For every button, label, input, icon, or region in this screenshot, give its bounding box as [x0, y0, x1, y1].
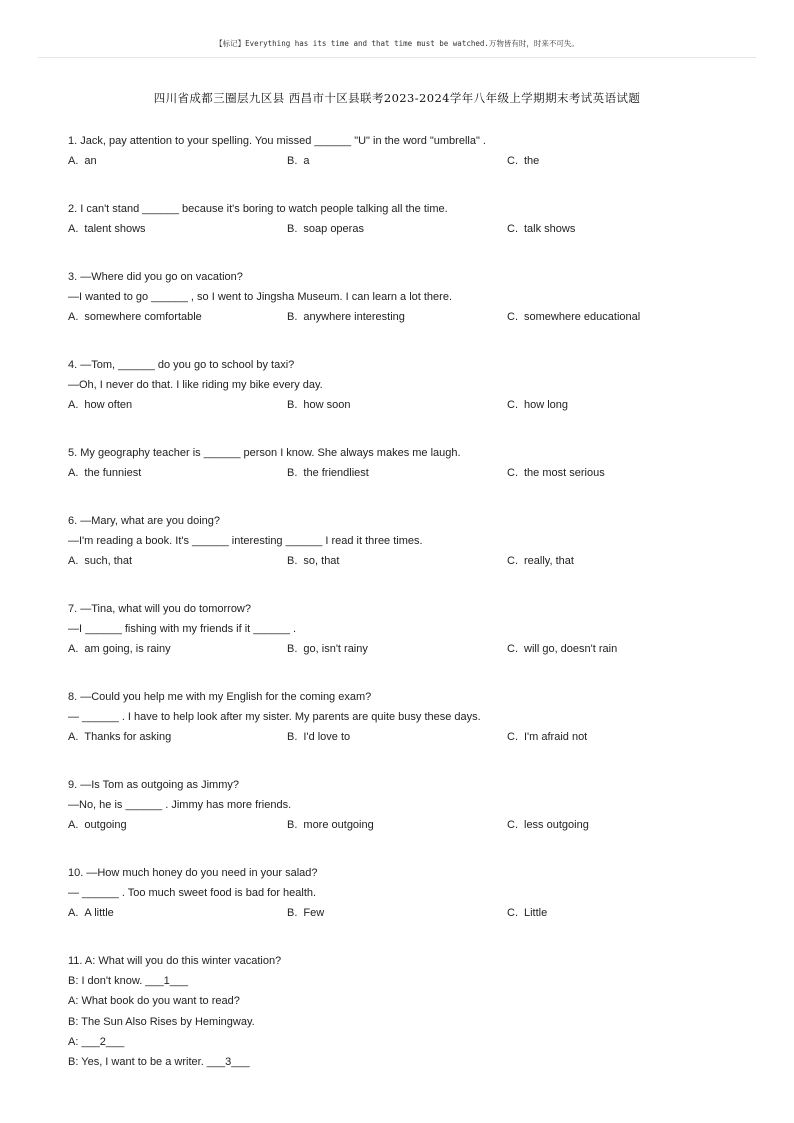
dialogue-line: B: I don't know. ___1___	[68, 975, 189, 988]
option-row	[68, 219, 748, 239]
dialogue-line: A: ___2___	[68, 1035, 125, 1048]
option-a: A. talent shows	[68, 223, 146, 235]
header-divider	[38, 57, 756, 58]
option-a: A. am going, is rainy	[68, 643, 171, 655]
option-c: C. the	[507, 155, 540, 167]
question-7	[68, 599, 748, 659]
option-a: A. such, that	[68, 555, 133, 567]
question-reply: —I'm reading a book. It's ______ interesting ______ I read it three times.	[68, 535, 423, 547]
question-reply: —I ______ fishing with my friends if it ______ .	[68, 623, 297, 635]
option-row	[68, 463, 748, 483]
question-stem: 9. —Is Tom as outgoing as Jimmy?	[68, 779, 239, 791]
option-a: A. the funniest	[68, 467, 142, 479]
option-c: C. will go, doesn't rain	[507, 643, 618, 655]
option-c: C. how long	[507, 399, 569, 411]
dialogue-line: A: What book do you want to read?	[68, 995, 240, 1008]
question-6	[68, 511, 748, 571]
question-11-dialogue	[68, 951, 748, 1072]
question-reply: — ______ . I have to help look after my sister. My parents are quite busy these days.	[68, 711, 481, 723]
question-stem: 1. Jack, pay attention to your spelling. You missed ______ "U" in the word "umbrella" .	[68, 135, 486, 147]
option-row	[68, 307, 748, 327]
question-8	[68, 687, 748, 747]
question-stem: 7. —Tina, what will you do tomorrow?	[68, 603, 251, 615]
option-b: B. so, that	[287, 555, 340, 567]
option-c: C. really, that	[507, 555, 574, 567]
option-a: A. outgoing	[68, 819, 127, 831]
question-stem: 5. My geography teacher is ______ person I know. She always makes me laugh.	[68, 447, 461, 459]
question-3	[68, 267, 748, 327]
option-a: A. somewhere comfortable	[68, 311, 202, 323]
option-b: B. Few	[287, 907, 325, 919]
question-10	[68, 863, 748, 923]
question-4	[68, 355, 748, 415]
option-row	[68, 815, 748, 835]
header-note: 【标记】Everything has its time and that time must be watched.万物皆有时，时来不可失。	[215, 39, 579, 48]
option-a: A. how often	[68, 399, 133, 411]
option-b: B. how soon	[287, 399, 351, 411]
option-c: C. less outgoing	[507, 819, 589, 831]
question-stem: 6. —Mary, what are you doing?	[68, 515, 221, 527]
document-title: 四川省成都三圈层九区县 西昌市十区县联考2023-2024学年八年级上学期期末考试英语试题	[153, 91, 641, 105]
option-row	[68, 727, 748, 747]
option-c: C. Little	[507, 907, 548, 919]
question-stem: 8. —Could you help me with my English for the coming exam?	[68, 691, 372, 703]
option-b: B. anywhere interesting	[287, 311, 405, 323]
question-reply: —I wanted to go ______ , so I went to Jingsha Museum. I can learn a lot there.	[68, 291, 453, 303]
option-b: B. a	[287, 155, 310, 167]
option-row	[68, 395, 748, 415]
option-row	[68, 903, 748, 923]
option-a: A. A little	[68, 907, 114, 919]
question-stem: 4. —Tom, ______ do you go to school by taxi?	[68, 359, 295, 371]
question-reply: —Oh, I never do that. I like riding my bike every day.	[68, 379, 323, 391]
question-list	[68, 131, 748, 1072]
question-stem: 3. —Where did you go on vacation?	[68, 271, 243, 283]
option-row	[68, 551, 748, 571]
option-row	[68, 151, 748, 171]
option-a: A. an	[68, 155, 97, 167]
option-c: C. somewhere educational	[507, 311, 641, 323]
option-b: B. go, isn't rainy	[287, 643, 368, 655]
question-1	[68, 131, 748, 171]
question-2	[68, 199, 748, 239]
option-b: B. I'd love to	[287, 731, 351, 743]
question-reply: —No, he is ______ . Jimmy has more friends.	[68, 799, 292, 811]
dialogue-line: B: The Sun Also Rises by Hemingway.	[68, 1015, 255, 1028]
dialogue-line: B: Yes, I want to be a writer. ___3___	[68, 1055, 250, 1068]
question-9	[68, 775, 748, 835]
option-c: C. the most serious	[507, 467, 605, 479]
option-c: C. I'm afraid not	[507, 731, 588, 743]
option-c: C. talk shows	[507, 223, 576, 235]
option-b: B. more outgoing	[287, 819, 374, 831]
question-reply: — ______ . Too much sweet food is bad for health.	[68, 887, 317, 899]
question-5	[68, 443, 748, 483]
option-b: B. the friendliest	[287, 467, 369, 479]
dialogue-line: 11. A: What will you do this winter vacation?	[68, 955, 282, 967]
question-stem: 2. I can't stand ______ because it's boring to watch people talking all the time.	[68, 203, 448, 215]
option-b: B. soap operas	[287, 223, 364, 235]
option-row	[68, 639, 748, 659]
option-a: A. Thanks for asking	[68, 731, 172, 743]
question-stem: 10. —How much honey do you need in your salad?	[68, 867, 318, 879]
